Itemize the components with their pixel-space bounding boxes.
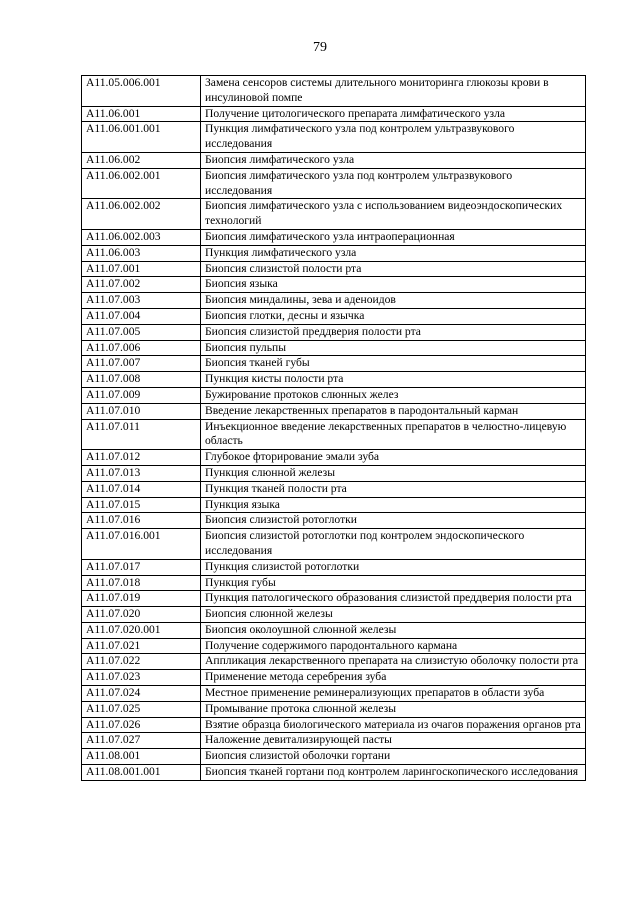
service-name: Пункция слизистой ротоглотки <box>201 559 586 575</box>
service-code: A11.07.002 <box>82 277 201 293</box>
service-name: Биопсия тканей гортани под контролем ларингоскопического исследования <box>201 765 586 781</box>
service-code: A11.08.001.001 <box>82 765 201 781</box>
service-name: Биопсия лимфатического узла интраоперационная <box>201 229 586 245</box>
service-code: A11.07.022 <box>82 654 201 670</box>
table-row <box>82 622 586 638</box>
service-name: Биопсия слизистой ротоглотки под контролем эндоскопического исследования <box>201 529 586 560</box>
service-name: Глубокое фторирование эмали зуба <box>201 450 586 466</box>
service-code: A11.06.001.001 <box>82 122 201 153</box>
service-name: Пункция губы <box>201 575 586 591</box>
service-name: Пункция лимфатического узла под контролем ультразвукового исследования <box>201 122 586 153</box>
service-name: Биопсия слизистой оболочки гортани <box>201 749 586 765</box>
table-row <box>82 419 586 450</box>
table-row <box>82 654 586 670</box>
table-row <box>82 122 586 153</box>
service-code: A11.06.002.002 <box>82 199 201 230</box>
service-name: Пункция тканей полости рта <box>201 481 586 497</box>
service-name: Замена сенсоров системы длительного мониторинга глюкозы крови в инсулиновой помпе <box>201 76 586 107</box>
service-code: A11.06.002 <box>82 152 201 168</box>
service-code: A11.06.002.001 <box>82 168 201 199</box>
table-row <box>82 717 586 733</box>
service-code: A11.07.020 <box>82 607 201 623</box>
service-code: A11.07.011 <box>82 419 201 450</box>
service-name: Биопсия околоушной слюнной железы <box>201 622 586 638</box>
service-name: Биопсия слюнной железы <box>201 607 586 623</box>
service-code: A11.07.018 <box>82 575 201 591</box>
table-row <box>82 670 586 686</box>
table-row <box>82 559 586 575</box>
table-row <box>82 733 586 749</box>
service-name: Биопсия глотки, десны и язычка <box>201 308 586 324</box>
table-row <box>82 356 586 372</box>
table-row <box>82 76 586 107</box>
service-name: Промывание протока слюнной железы <box>201 701 586 717</box>
service-name: Биопсия слизистой полости рта <box>201 261 586 277</box>
service-name: Бужирование протоков слюнных желез <box>201 387 586 403</box>
service-code: A11.07.007 <box>82 356 201 372</box>
table-row <box>82 324 586 340</box>
service-name: Биопсия слизистой ротоглотки <box>201 513 586 529</box>
service-code: A11.07.026 <box>82 717 201 733</box>
service-code: A11.07.014 <box>82 481 201 497</box>
table-row <box>82 638 586 654</box>
table-row <box>82 450 586 466</box>
service-code: A11.07.016 <box>82 513 201 529</box>
service-name: Введение лекарственных препаратов в пародонтальный карман <box>201 403 586 419</box>
service-code: A11.07.013 <box>82 465 201 481</box>
table-row <box>82 497 586 513</box>
table-row <box>82 403 586 419</box>
service-code: A11.07.008 <box>82 372 201 388</box>
service-code: A11.08.001 <box>82 749 201 765</box>
table-row <box>82 575 586 591</box>
service-code: A11.07.024 <box>82 686 201 702</box>
service-name: Применение метода серебрения зуба <box>201 670 586 686</box>
service-name: Аппликация лекарственного препарата на слизистую оболочку полости рта <box>201 654 586 670</box>
service-name: Местное применение реминерализующих препаратов в области зуба <box>201 686 586 702</box>
service-code: A11.07.016.001 <box>82 529 201 560</box>
table-row <box>82 229 586 245</box>
page-number: 79 <box>313 40 327 55</box>
table-body <box>82 76 586 781</box>
service-name: Наложение девитализирующей пасты <box>201 733 586 749</box>
table-row <box>82 749 586 765</box>
table-row <box>82 591 586 607</box>
service-code: A11.07.025 <box>82 701 201 717</box>
service-name: Пункция языка <box>201 497 586 513</box>
service-code: A11.07.020.001 <box>82 622 201 638</box>
service-code: A11.07.010 <box>82 403 201 419</box>
table-row <box>82 701 586 717</box>
table-row <box>82 387 586 403</box>
table-row <box>82 293 586 309</box>
table-row <box>82 607 586 623</box>
table-row <box>82 529 586 560</box>
service-name: Пункция кисты полости рта <box>201 372 586 388</box>
service-code: A11.07.004 <box>82 308 201 324</box>
service-code: A11.07.009 <box>82 387 201 403</box>
service-code: A11.07.001 <box>82 261 201 277</box>
table-row <box>82 465 586 481</box>
table-row <box>82 168 586 199</box>
service-code: A11.07.019 <box>82 591 201 607</box>
service-code: A11.06.002.003 <box>82 229 201 245</box>
table-row <box>82 308 586 324</box>
service-name: Взятие образца биологического материала из очагов поражения органов рта <box>201 717 586 733</box>
table-row <box>82 245 586 261</box>
service-name: Пункция слюнной железы <box>201 465 586 481</box>
service-name: Биопсия лимфатического узла под контролем ультразвукового исследования <box>201 168 586 199</box>
table-row <box>82 686 586 702</box>
service-name: Получение цитологического препарата лимфатического узла <box>201 106 586 122</box>
service-name: Инъекционное введение лекарственных препаратов в челюстно-лицевую область <box>201 419 586 450</box>
table-row <box>82 765 586 781</box>
service-code: A11.06.001 <box>82 106 201 122</box>
service-name: Пункция патологического образования слизистой преддверия полости рта <box>201 591 586 607</box>
service-name: Биопсия лимфатического узла <box>201 152 586 168</box>
service-code: A11.07.006 <box>82 340 201 356</box>
table-row <box>82 106 586 122</box>
service-code-table <box>81 75 586 781</box>
service-code: A11.07.015 <box>82 497 201 513</box>
service-name: Биопсия слизистой преддверия полости рта <box>201 324 586 340</box>
service-code: A11.07.021 <box>82 638 201 654</box>
table-row <box>82 513 586 529</box>
service-code: A11.07.005 <box>82 324 201 340</box>
service-code: A11.06.003 <box>82 245 201 261</box>
table-row <box>82 199 586 230</box>
service-code: A11.07.012 <box>82 450 201 466</box>
service-name: Биопсия лимфатического узла с использованием видеоэндоскопических технологий <box>201 199 586 230</box>
service-code: A11.07.027 <box>82 733 201 749</box>
service-code: A11.07.003 <box>82 293 201 309</box>
table-row <box>82 152 586 168</box>
table-row <box>82 277 586 293</box>
service-code: A11.05.006.001 <box>82 76 201 107</box>
service-name: Получение содержимого пародонтального кармана <box>201 638 586 654</box>
service-name: Биопсия миндалины, зева и аденоидов <box>201 293 586 309</box>
table-row <box>82 340 586 356</box>
service-name: Пункция лимфатического узла <box>201 245 586 261</box>
table-row <box>82 481 586 497</box>
service-name: Биопсия пульпы <box>201 340 586 356</box>
table-row <box>82 372 586 388</box>
table-row <box>82 261 586 277</box>
service-name: Биопсия языка <box>201 277 586 293</box>
service-name: Биопсия тканей губы <box>201 356 586 372</box>
service-code: A11.07.017 <box>82 559 201 575</box>
service-code: A11.07.023 <box>82 670 201 686</box>
